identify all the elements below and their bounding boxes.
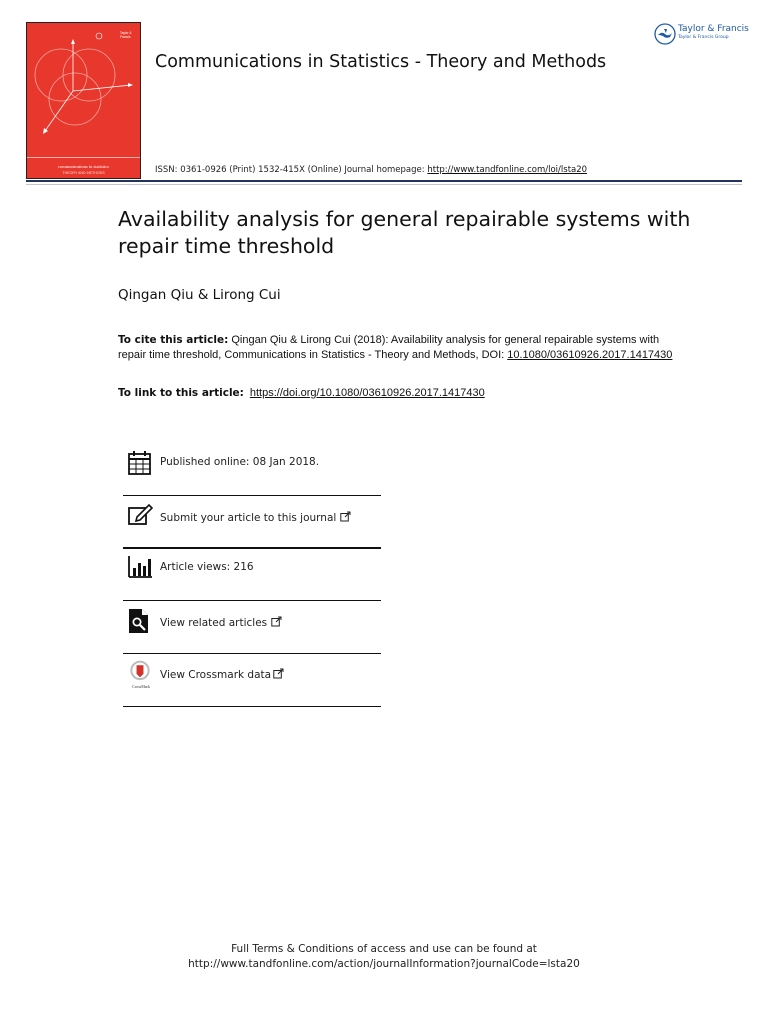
journal-cover (26, 22, 141, 179)
journal-homepage-link[interactable]: http://www.tandfonline.com/loi/lsta20 (427, 165, 588, 175)
article-views-text: Article views: 216 (160, 561, 254, 573)
footer-terms-link[interactable]: http://www.tandfonline.com/action/journalInformation?journalCode=lsta20 (188, 958, 580, 970)
published-online-text: Published online: 08 Jan 2018. (160, 456, 320, 468)
cover-title: communications in statistics (58, 164, 109, 169)
publisher-group: Taylor & Francis Group (678, 35, 729, 40)
submit-article-row[interactable] (123, 500, 381, 552)
publisher-logo (654, 22, 754, 46)
crossmark-link[interactable] (160, 668, 284, 681)
info-divider (123, 653, 381, 654)
info-divider (123, 495, 381, 496)
citation-label: To cite this article: (118, 334, 229, 346)
cover-publisher-badge: Taylor & Francis (120, 31, 132, 39)
citation-block (118, 333, 678, 363)
external-link-icon (271, 616, 282, 627)
external-link-icon (273, 668, 284, 679)
calendar-icon (127, 450, 153, 476)
footer-terms (0, 942, 768, 972)
submit-article-label: Submit your article to this journal (160, 512, 337, 524)
article-title: Availability analysis for general repairable systems with repair time threshold (118, 207, 691, 258)
issn-text: ISSN: 0361-0926 (Print) 1532-415X (Online) Journal homepage: (155, 165, 428, 175)
submit-article-link[interactable] (160, 511, 351, 524)
info-divider (123, 706, 381, 707)
article-doi-link[interactable]: https://doi.org/10.1080/03610926.2017.1417430 (249, 387, 485, 399)
citation-doi-link[interactable]: 10.1080/03610926.2017.1417430 (507, 349, 673, 361)
publisher-logo-icon (654, 23, 676, 45)
cover-subtitle: THEORY AND METHODS (62, 171, 105, 175)
published-online-row (123, 446, 381, 498)
crossmark-label: View Crossmark data (160, 669, 272, 681)
footer-line-1: Full Terms & Conditions of access and use can be found at (231, 943, 537, 955)
external-link-icon (340, 511, 351, 522)
crossmark-icon (127, 660, 153, 686)
link-label: To link to this article: (118, 387, 244, 399)
info-divider (123, 600, 381, 601)
header-divider-thin (26, 184, 742, 185)
header-divider (26, 180, 742, 182)
citation-text: Qingan Qiu & Lirong Cui (2018): Availability analysis for general repairable systems with repair time threshold, Communications in Statistics - Theory and Methods, DOI: (118, 334, 660, 361)
article-authors: Qingan Qiu & Lirong Cui (118, 287, 281, 303)
cover-graphic (27, 23, 140, 178)
edit-icon (127, 502, 153, 528)
related-articles-link[interactable] (160, 616, 282, 629)
bar-chart-icon (127, 554, 153, 580)
journal-title: Communications in Statistics - Theory and Methods (155, 52, 607, 72)
publisher-name: Taylor & Francis (678, 24, 749, 34)
crossmark-row[interactable] (123, 657, 381, 709)
info-divider (123, 547, 381, 549)
related-articles-row[interactable] (123, 605, 381, 657)
article-link-row (118, 387, 485, 399)
article-views-row (123, 551, 381, 603)
document-search-icon (127, 608, 153, 634)
crossmark-caption: CrossMark (132, 684, 150, 689)
issn-line (155, 165, 587, 175)
related-articles-label: View related articles (160, 617, 268, 629)
